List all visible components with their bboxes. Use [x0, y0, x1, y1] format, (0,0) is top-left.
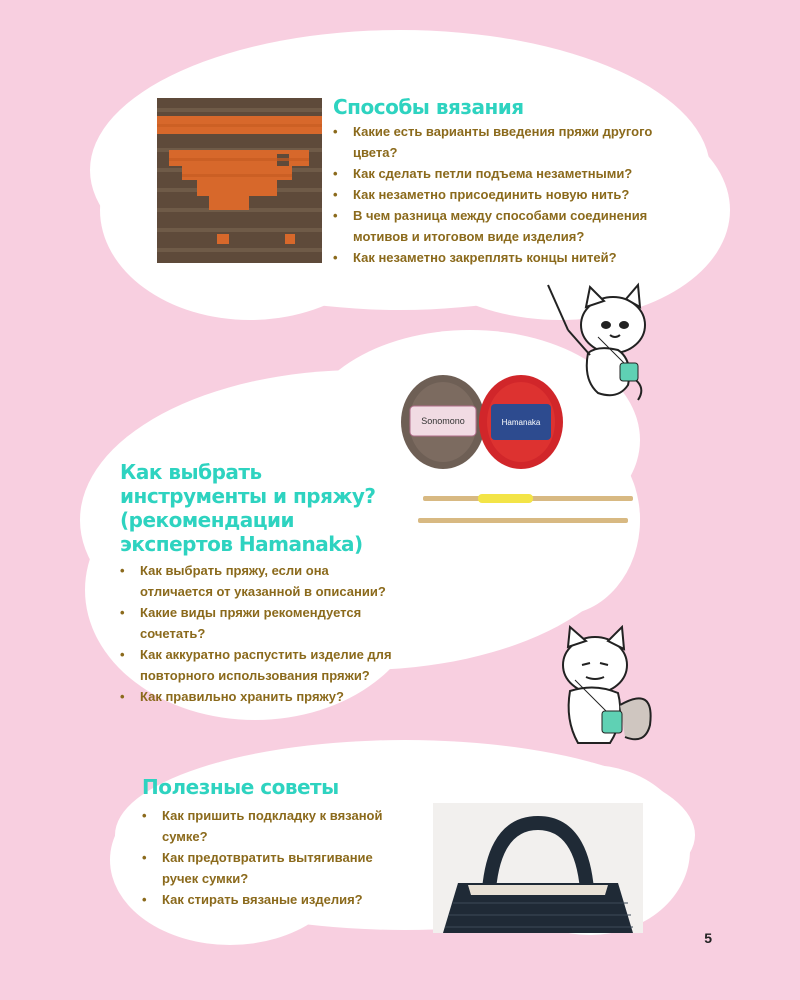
list-item-text: Как пришить подкладку к вязаной сумке?: [162, 808, 383, 844]
section-knitting-methods: [333, 95, 693, 268]
list-item-text: Как незаметно закреплять концы нитей?: [353, 250, 617, 265]
bullet-icon: •: [333, 208, 338, 223]
list-item-text: Как аккуратно распустить изделие для повторного использования пряжи?: [140, 647, 392, 683]
list-item: [333, 184, 693, 205]
bullet-icon: •: [333, 250, 338, 265]
yarn-label-text: Hamanaka: [501, 418, 541, 427]
bullet-icon: •: [333, 187, 338, 202]
list-item-text: Как предотвратить вытягивание ручек сумки?: [162, 850, 373, 886]
question-list: [333, 121, 693, 268]
list-item-text: Как правильно хранить пряжу?: [140, 689, 344, 704]
list-item: [333, 205, 693, 247]
list-item-text: Какие виды пряжи рекомендуется сочетать?: [140, 605, 362, 641]
knitted-bag-image: [433, 803, 643, 933]
section-heading: Способы вязания: [333, 95, 524, 119]
list-item: [333, 247, 693, 268]
bullet-icon: •: [120, 563, 125, 578]
list-item-text: Какие есть варианты введения пряжи другого цвета?: [353, 124, 653, 160]
list-item: [120, 602, 405, 644]
yarn-balls-image: [398, 372, 568, 472]
bullet-icon: •: [120, 605, 125, 620]
list-item-text: Как выбрать пряжу, если она отличается от указанной в описании?: [140, 563, 386, 599]
list-item: [120, 560, 405, 602]
bullet-icon: •: [333, 124, 338, 139]
bullet-icon: •: [142, 892, 147, 907]
bullet-icon: •: [142, 850, 147, 865]
section-heading: [120, 460, 420, 556]
cat-with-bag-illustration: [540, 625, 670, 765]
heading-line: (рекомендации: [120, 508, 295, 532]
knitting-sample-image: [157, 98, 322, 263]
list-item: [142, 847, 410, 889]
list-item: [142, 889, 410, 910]
page-number: 5: [704, 930, 712, 946]
list-item-text: В чем разница между способами соединения мотивов и итоговом виде изделия?: [353, 208, 648, 244]
knitted-bag-photo: [433, 803, 643, 933]
bullet-icon: •: [142, 808, 147, 823]
heading-line: экспертов Hamanaka): [120, 532, 363, 556]
bullet-icon: •: [120, 647, 125, 662]
list-item: [333, 163, 693, 184]
section-heading: Полезные советы: [142, 775, 339, 799]
list-item-text: Как стирать вязаные изделия?: [162, 892, 363, 907]
list-item-text: Как незаметно присоединить новую нить?: [353, 187, 630, 202]
question-list: [120, 560, 405, 707]
section-useful-tips: [142, 775, 417, 910]
bullet-icon: •: [333, 166, 338, 181]
list-item: [120, 686, 405, 707]
list-item: [120, 644, 405, 686]
question-list: [142, 805, 410, 910]
section-tools-and-yarn: [120, 460, 420, 707]
heading-line: инструменты и пряжу?: [120, 484, 376, 508]
knitting-sample-photo: [157, 98, 322, 263]
list-item: [333, 121, 693, 163]
bullet-icon: •: [120, 689, 125, 704]
list-item-text: Как сделать петли подъема незаметными?: [353, 166, 633, 181]
heading-line: Как выбрать: [120, 460, 262, 484]
crochet-hooks-image: [418, 490, 638, 530]
yarn-label-text: Sonomono: [421, 416, 465, 426]
list-item: [142, 805, 410, 847]
